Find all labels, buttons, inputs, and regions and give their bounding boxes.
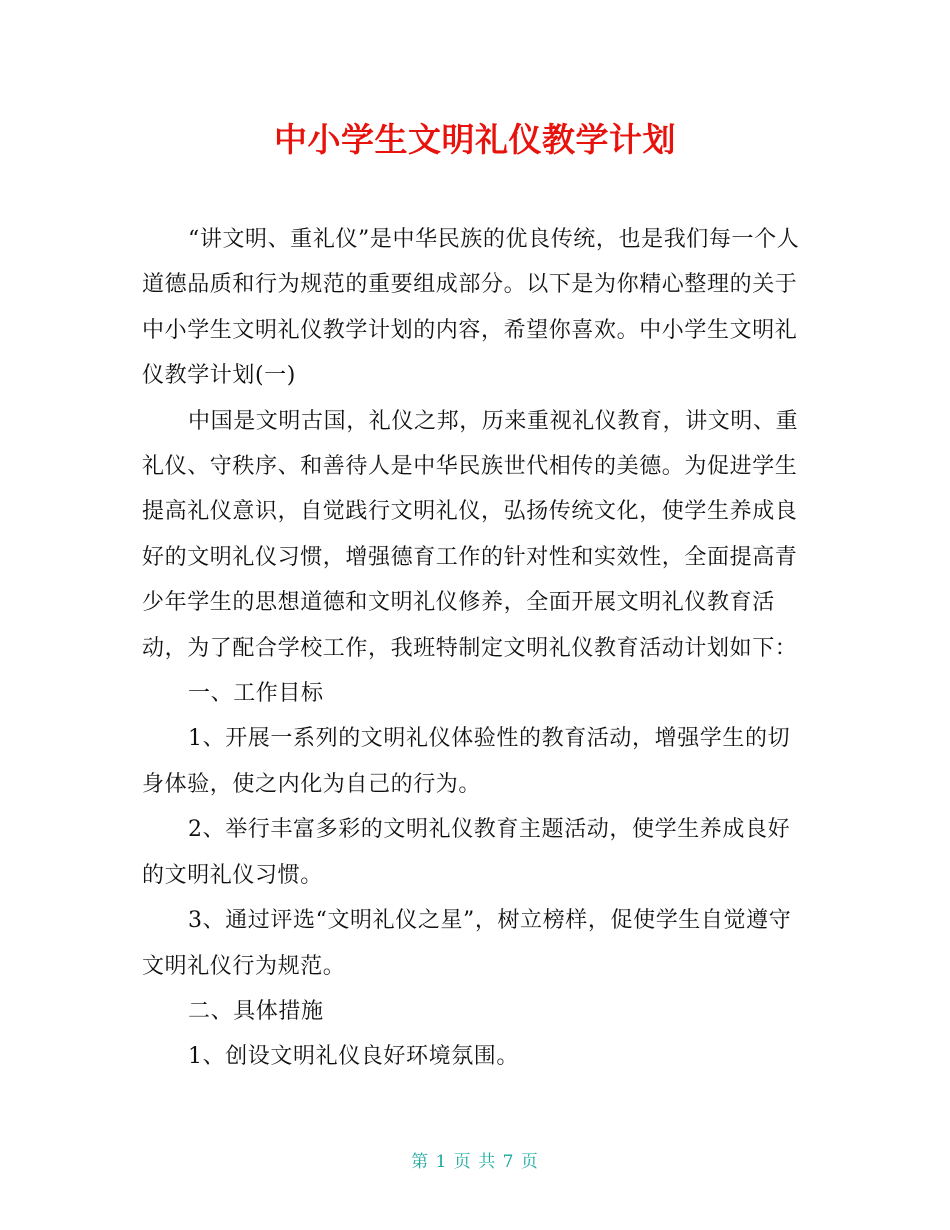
goal-item-2: 2、举行丰富多彩的文明礼仪教育主题活动，使学生养成良好的文明礼仪习惯。 — [142, 817, 791, 888]
paragraph-intro: “讲文明、重礼仪”是中华民族的优良传统，也是我们每一个人道德品质和行为规范的重要组成部分。以下是为你精心整理的关于中小学生文明礼仪教学计划的内容，希望你喜欢。中小学生文明礼仪教学计划(一) — [142, 227, 800, 389]
section-heading-measures: 二、具体措施 — [188, 998, 324, 1024]
document-title: 中小学生文明礼仪教学计划 — [274, 120, 676, 159]
document-body — [142, 217, 810, 1080]
paragraph-background: 中国是文明古国，礼仪之邦，历来重视礼仪教育，讲文明、重礼仪、守秩序、和善待人是中华民族世代相传的美德。为促进学生提高礼仪意识，自觉践行文明礼仪，弘扬传统文化，使学生养成良好的文明礼仪习惯，增强德育工作的针对性和实效性，全面提高青少年学生的思想道德和文明礼仪修养，全面开展文明礼仪教育活动，为了配合学校工作，我班特制定文明礼仪教育活动计划如下： — [142, 408, 799, 661]
page-number-footer: 第 1 页 共 7 页 — [411, 1152, 539, 1172]
goal-item-1: 1、开展一系列的文明礼仪体验性的教育活动，增强学生的切身体验，使之内化为自己的行为。 — [142, 726, 791, 797]
section-heading-goals: 一、工作目标 — [188, 681, 324, 707]
measure-item-1: 1、创设文明礼仪良好环境氛围。 — [188, 1044, 519, 1070]
goal-item-3: 3、通过评选“文明礼仪之星”，树立榜样，促使学生自觉遵守文明礼仪行为规范。 — [142, 908, 792, 979]
